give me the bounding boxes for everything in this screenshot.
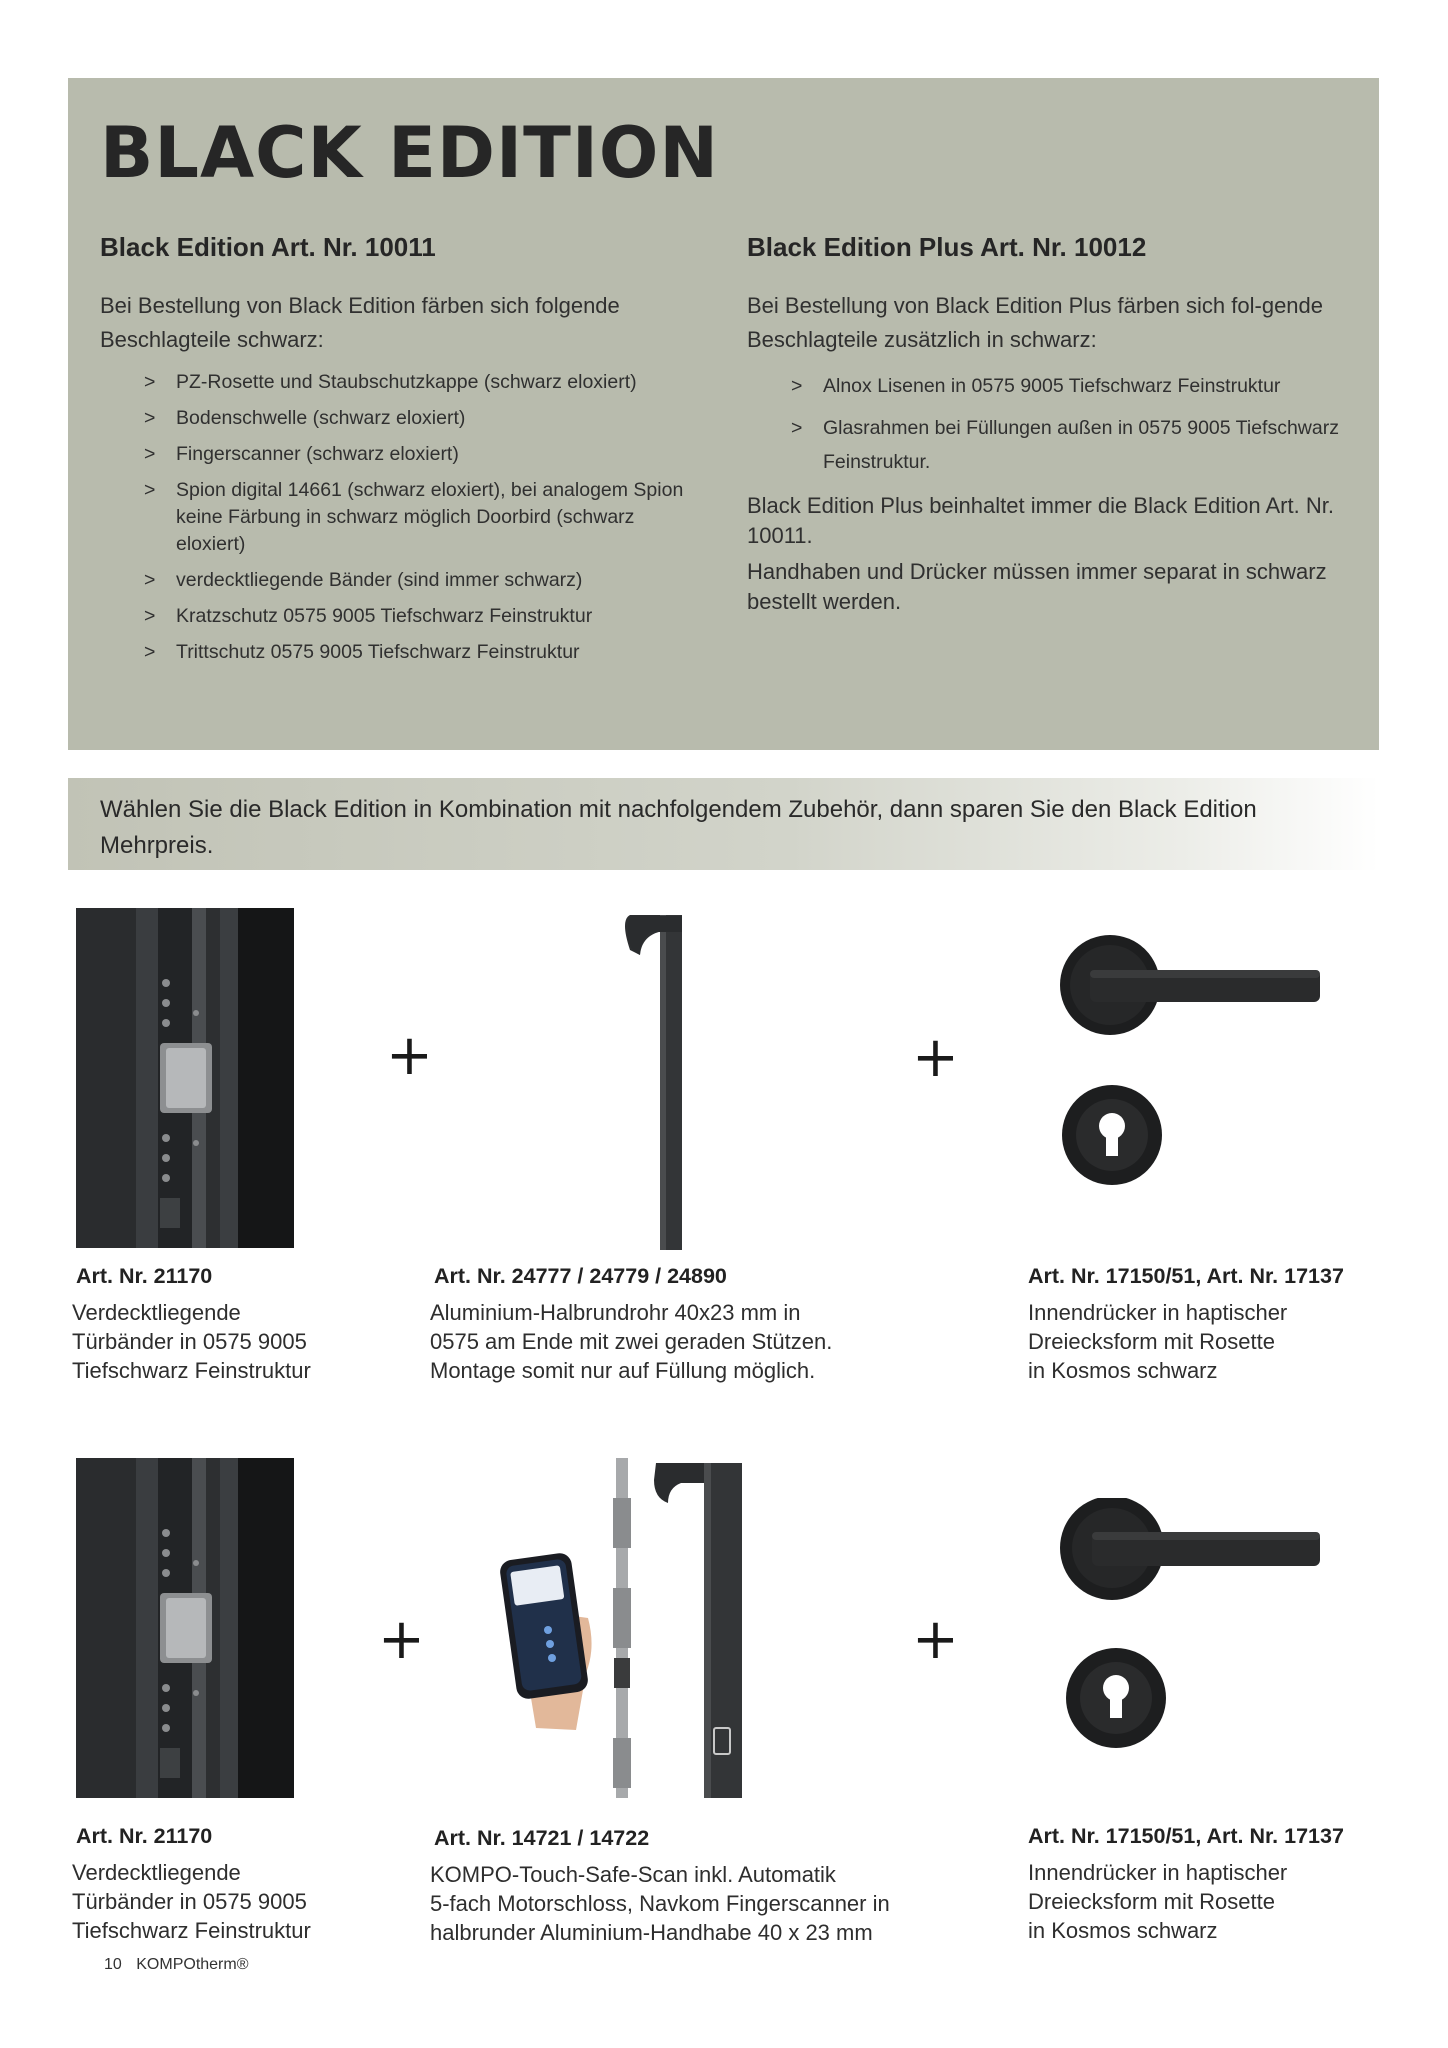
- product-description: Verdecktliegende Türbänder in 0575 9005 Tiefschwarz Feinstruktur: [72, 1860, 311, 1943]
- plus-sign: +: [912, 1607, 959, 1672]
- plus-sign: +: [386, 1023, 433, 1088]
- chevron-right-icon: >: [144, 479, 156, 501]
- product-description: Verdecktliegende Türbänder in 0575 9005 Tiefschwarz Feinstruktur: [72, 1300, 311, 1383]
- black-edition-intro: Bei Bestellung von Black Edition färben sich folgende Beschlagteile schwarz:: [100, 293, 620, 352]
- chevron-right-icon: >: [144, 407, 156, 429]
- chevron-right-icon: >: [144, 569, 156, 591]
- black-edition-plus-heading: Black Edition Plus Art. Nr. 10012: [747, 232, 1147, 262]
- product-description: KOMPO-Touch-Safe-Scan inkl. Automatik 5-fach Motorschloss, Navkom Fingerscanner in halbrunder Aluminium-Handhabe 40 x 23 mm: [430, 1862, 890, 1945]
- offer-banner-text: Wählen Sie die Black Edition in Kombination mit nachfolgendem Zubehör, dann sparen Sie den Black Edition Mehrpreis.: [100, 796, 1257, 859]
- page-footer: [104, 1956, 249, 1974]
- list-item: > Spion digital 14661 (schwarz eloxiert), bei analogem Spion keine Färbung in schwarz möglich Doorbird (schwarz eloxiert): [144, 479, 684, 555]
- black-edition-plus-list: [747, 369, 1347, 479]
- list-item: > PZ-Rosette und Staubschutzkappe (schwarz eloxiert): [100, 369, 700, 396]
- product-description: Aluminium-Halbrundrohr 40x23 mm in 0575 am Ende mit zwei geraden Stützen. Montage somit nur auf Füllung möglich.: [430, 1300, 833, 1383]
- chevron-right-icon: >: [791, 417, 803, 439]
- list-item: > Alnox Lisenen in 0575 9005 Tiefschwarz Feinstruktur: [747, 369, 1347, 403]
- plus-sign: +: [912, 1025, 959, 1090]
- lever-handle-image: [1060, 1498, 1340, 1758]
- page-number: 10: [104, 1956, 122, 1973]
- product-art-nr: Art. Nr. 21170: [76, 1824, 213, 1848]
- black-edition-plus-column: [747, 232, 1347, 617]
- aluminium-handle-image: [620, 910, 720, 1250]
- product-art-nr: Art. Nr. 21170: [76, 1264, 213, 1288]
- product-art-nr: Art. Nr. 24777 / 24779 / 24890: [434, 1264, 727, 1288]
- black-edition-heading: Black Edition Art. Nr. 10011: [100, 232, 436, 262]
- hidden-hinge-image: [76, 908, 294, 1248]
- product-art-nr: Art. Nr. 14721 / 14722: [434, 1826, 650, 1850]
- product-description: Innendrücker in haptischer Dreiecksform mit Rosette in Kosmos schwarz: [1028, 1860, 1288, 1943]
- list-item: > Glasrahmen bei Füllungen außen in 0575 9005 Tiefschwarz Feinstruktur.: [747, 411, 1347, 479]
- black-edition-plus-intro: Bei Bestellung von Black Edition Plus färben sich fol-gende Beschlagteile zusätzlich in schwarz:: [747, 293, 1324, 352]
- chevron-right-icon: >: [144, 371, 156, 393]
- lever-handle-image: [1060, 930, 1340, 1190]
- chevron-right-icon: >: [791, 375, 803, 397]
- chevron-right-icon: >: [144, 605, 156, 627]
- list-item: > Trittschutz 0575 9005 Tiefschwarz Feinstruktur: [100, 639, 700, 666]
- brand-name: KOMPOtherm®: [136, 1956, 249, 1973]
- product-description: Innendrücker in haptischer Dreiecksform mit Rosette in Kosmos schwarz: [1028, 1300, 1288, 1383]
- plus-note-handles: Handhaben und Drücker müssen immer separat in schwarz bestellt werden.: [747, 559, 1327, 614]
- list-item: > verdecktliegende Bänder (sind immer schwarz): [100, 567, 700, 594]
- page-title: BLACK EDITION: [100, 112, 719, 194]
- plus-sign: +: [378, 1607, 425, 1672]
- plus-note-includes: Black Edition Plus beinhaltet immer die Black Edition Art. Nr. 10011.: [747, 493, 1334, 548]
- list-item: > Kratzschutz 0575 9005 Tiefschwarz Feinstruktur: [100, 603, 700, 630]
- black-edition-column: [100, 232, 700, 675]
- product-art-nr: Art. Nr. 17150/51, Art. Nr. 17137: [1028, 1264, 1344, 1288]
- list-item: > Fingerscanner (schwarz eloxiert): [100, 441, 700, 468]
- chevron-right-icon: >: [144, 443, 156, 465]
- product-art-nr: Art. Nr. 17150/51, Art. Nr. 17137: [1028, 1824, 1344, 1848]
- touch-safe-scan-image: [496, 1458, 750, 1798]
- chevron-right-icon: >: [144, 641, 156, 663]
- list-item: > Bodenschwelle (schwarz eloxiert): [100, 405, 700, 432]
- hidden-hinge-image: [76, 1458, 294, 1798]
- black-edition-list: [100, 369, 700, 666]
